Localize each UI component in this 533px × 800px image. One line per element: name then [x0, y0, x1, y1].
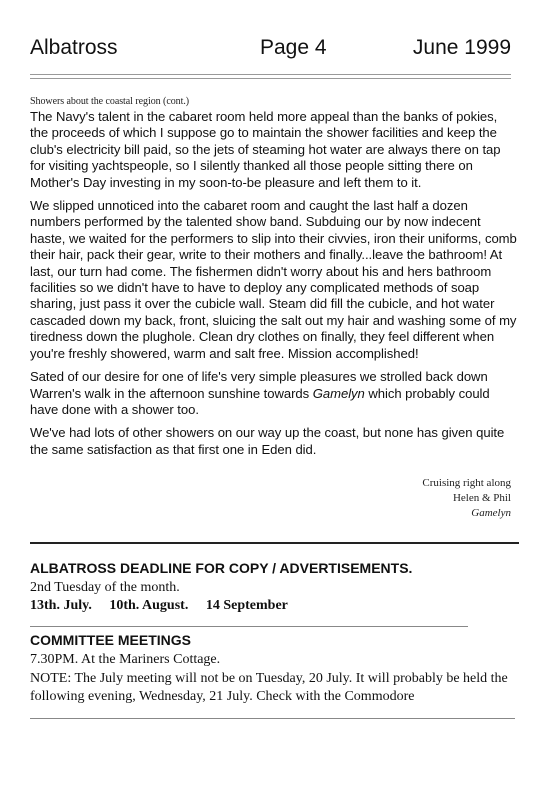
boat-name-italic: Gamelyn — [312, 385, 365, 401]
continued-label: Showers about the coastal region (cont.) — [30, 96, 190, 107]
article-paragraph-4: We've had lots of other showers on our way up the coast, but none has given quite the same satisfaction as that first one in Eden did. — [30, 425, 505, 457]
signoff-boat: Gamelyn — [471, 507, 511, 519]
deadline-date-2: 10th. August. — [109, 598, 189, 613]
page-header — [30, 36, 511, 62]
article-body — [30, 96, 517, 465]
deadline-subtitle: 2nd Tuesday of the month. — [30, 580, 180, 595]
section-divider — [30, 626, 468, 627]
footer-divider — [30, 718, 515, 719]
section-divider-thick — [30, 542, 519, 544]
article-signoff — [422, 476, 511, 521]
deadline-heading: ALBATROSS DEADLINE FOR COPY / ADVERTISEMENTS. — [30, 560, 413, 576]
deadline-dates — [30, 598, 302, 614]
newsletter-title: Albatross — [30, 36, 118, 59]
signoff-authors: Helen & Phil — [452, 492, 511, 504]
signoff-line-1: Cruising right along — [422, 477, 511, 489]
paragraph-3-text-end: which probably could have done with a shower too. — [30, 385, 490, 417]
page-number: Page 4 — [260, 36, 327, 59]
article-paragraph-3 — [30, 369, 517, 418]
committee-time: 7.30PM. At the Mariners Cottage. — [30, 652, 221, 667]
article-paragraph-1: The Navy's talent in the cabaret room held more appeal than the banks of pokies, the proceeds of which I suppose go to maintain the shower facilities and keep the club's electricity bill paid, so the jets of steaming hot water are always there on tap for visiting yachtspeople, so I silently thanked all those people sitting there on Mother's Day investing in my soon-to-be pleasure and left them to it. — [30, 109, 501, 190]
header-divider — [30, 74, 511, 79]
article-paragraph-2: We slipped unnoticed into the cabaret room and caught the last half a dozen numbers performed by the talented show band. Subduing our by now indecent haste, we waited for the performers to slip into their civvies, iron their uniforms, comb their hair, pack their gear, write to their mothers and finally...leave the bathroom! At last, our turn had come. The fishermen didn't worry about his and hers bathroom facilities so we didn't have to have to deploy any complicated methods of soap sharing, just pass it over the cubicle wall. Steam did fill the cubicle, and hot water cascaded down my back, front, sluicing the salt out my hair and washing some of my tiredness down the plughole. Clean dry clothes on finally, they feel different when you're freshly showered, warm and salt free. Mission accomplished! — [30, 198, 517, 361]
committee-note: NOTE: The July meeting will not be on Tuesday, 20 July. It will probably be held the following evening, Wednesday, 21 July. Check with the Commodore — [30, 671, 508, 704]
deadline-date-3: 14 September — [205, 598, 288, 613]
committee-heading: COMMITTEE MEETINGS — [30, 632, 191, 648]
issue-date: June 1999 — [412, 36, 511, 59]
paragraph-3-text-start: Sated of our desire for one of life's very simple pleasures we strolled back down Warren's walk in the afternoon sunshine towards — [30, 369, 488, 401]
deadline-date-1: 13th. July. — [30, 598, 92, 613]
